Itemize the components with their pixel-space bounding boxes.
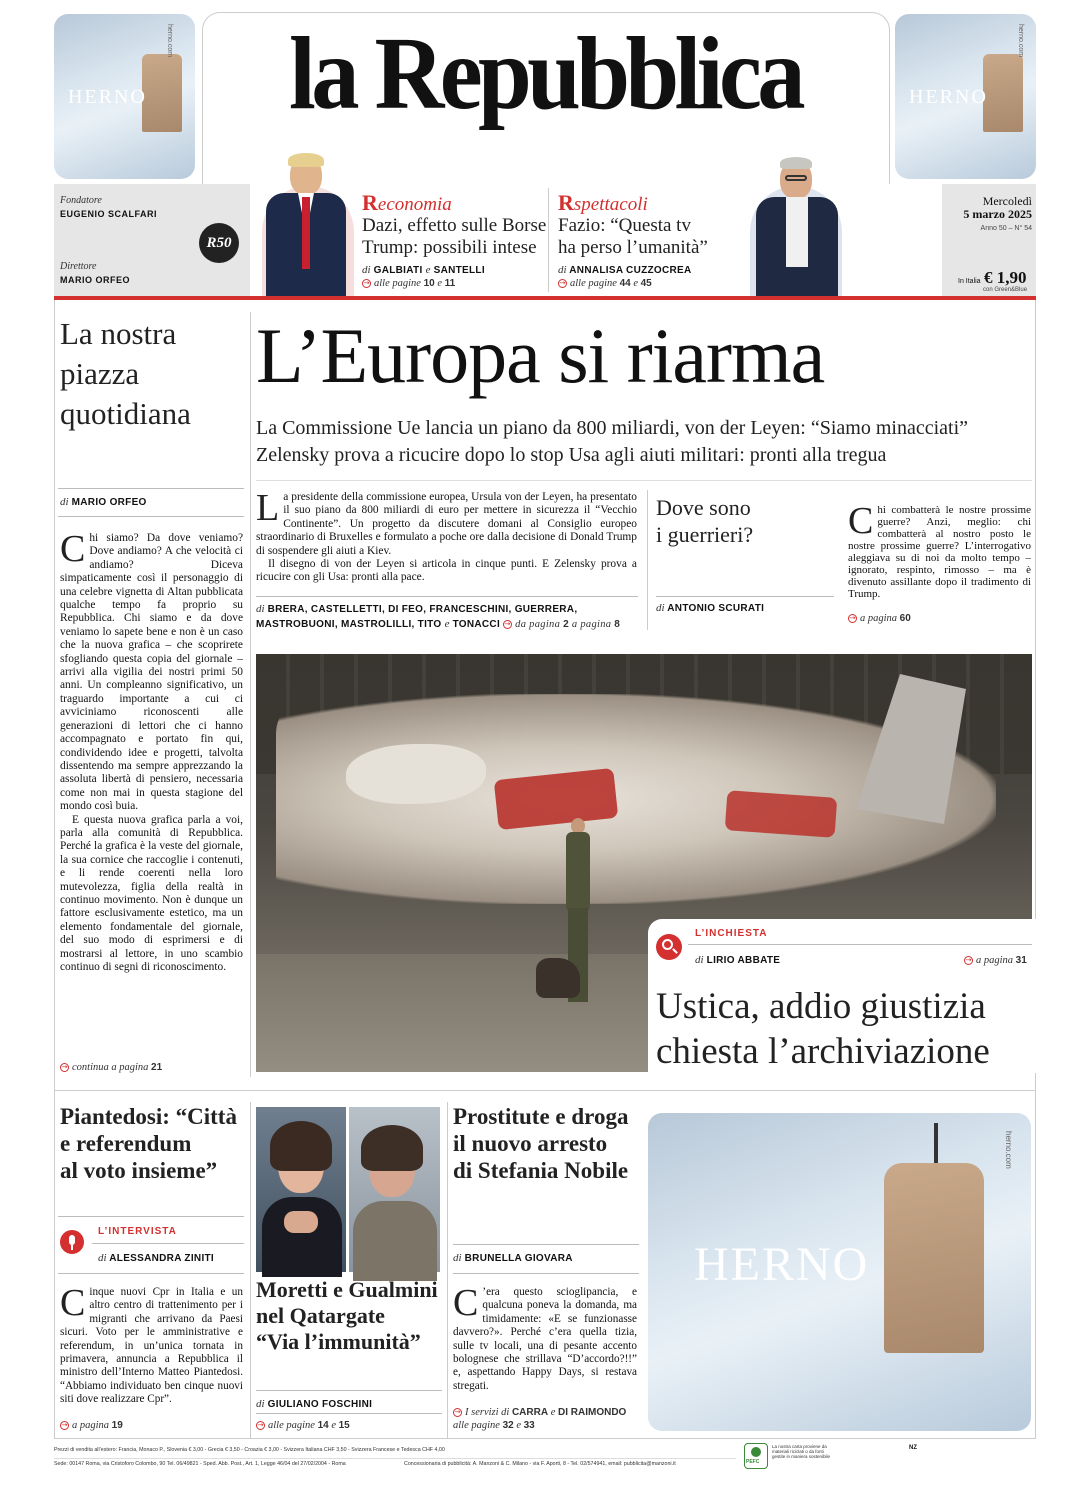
herno-ad-left[interactable] (54, 14, 195, 179)
issue-number: Anno 50 – N° 54 (980, 225, 1032, 232)
search-icon (656, 934, 682, 960)
piantedosi-ref[interactable]: → a pagina 19 (61, 1420, 123, 1431)
section-r: R (362, 190, 378, 215)
gualmini-photo[interactable] (349, 1107, 440, 1272)
teaser-spettacoli-headline-1[interactable]: Fazio: “Questa tv (558, 215, 691, 236)
editorial-headline[interactable]: La nostra piazza quotidiana (60, 316, 191, 431)
footer-code: NZ (909, 1445, 917, 1451)
editorial-ref[interactable]: → continua a pagina 21 (61, 1062, 163, 1073)
editorial-body: Chi siamo? Da dove veniamo? Dove andiamo? A che velocità ci andiamo? Diceva simpaticamente così il personaggio di una celebre vignetta di Altan pubblicata qualche tempo fa proprio su Repubblica. Chi siamo e da dove veniamo lo sapete bene e non è un caso che la nuova grafica – che scoprirete sfogliando questa copia del giornale – arrivi alla vigilia dei nostri primi 50 anni. Un compleanno significativo, un traguardo importante a cui ci avviciniamo riconoscenti alle generazioni di lettori che ci hanno accompagnato e portato fin qui, condividendo idee e progetti, talvolta dissentendo ma sempre apprezzando la assoluta libertà di pensiero, necessaria come non mai in questa stagione del mondo così buia. E questa nuova grafica parla a voi, parla alla comunità di Repubblica. Perché la grafica è la veste del giornale, la sua cornice che raccoglie i contenuti, e li rende coerenti nella loro mutevolezza, figlia della realtà in continuo movimento. Non è dunque un fattore esclusivamente estetico, ma un elemento fondamentale del giornale, del suo modo di esprimersi e di mostrarsi al lettore, in uno scambio continuo di segni di riconoscimento. (60, 528, 243, 973)
herno-ad-right[interactable] (895, 14, 1036, 179)
jacket-image (983, 54, 1023, 132)
teaser-economia-headline-2[interactable]: Trump: possibili intese (362, 237, 537, 258)
lead-byline: di BRERA, CASTELLETTI, DI FEO, FRANCESCHINI, GUERRERA, MASTROBUONI, MASTROLILLI, TITO e TONACCI → da pagina 2 a pagina 8 (256, 603, 621, 630)
ustica-kicker: L’INCHIESTA (695, 928, 768, 939)
arrow-icon: → (454, 1408, 461, 1417)
arrow-icon: → (61, 1063, 68, 1072)
arrow-icon: → (363, 279, 370, 288)
scurati-ref[interactable]: → a pagina 60 (849, 613, 911, 624)
footer-address: Sede: 00147 Roma, via Cristoforo Colombo, 90 Tel. 06/49821 - Sped. Abb. Post., Art. 1, Legge 46/04 del 27/02/2004 - Roma (54, 1461, 346, 1467)
section-label: spettacoli (573, 194, 648, 215)
dropcap: C (60, 1282, 86, 1324)
director-label: Direttore (60, 261, 97, 272)
nobile-services[interactable]: → I servizi di CARRA e DI RAIMONDO (454, 1407, 627, 1418)
scurati-body: Chi combatterà le nostre prossime guerre? Anzi, meglio: chi combatterà al nostro posto le nostre prossime guerre? L’interrogativo aleggiava su di noi da molto tempo – ignorato, respinto, rimosso – ma è divenuto assillante dopo il tradimento di Trump. (848, 500, 1031, 600)
herno-logo: HERNO (694, 1238, 870, 1291)
piantedosi-body: Cinque nuovi Cpr in Italia e un altro centro di trattenimento per i migranti che arrivano da Paesi sicuri. Voto per le amministrative e referendum, in un’unica tornata in primavera, annuncia a Repubblica il ministro dell’Interno Matteo Piantedosi. “Abbiamo individuato ben cinque nuovi siti dove realizzare Cpr”. (60, 1282, 243, 1406)
lead-body: La presidente della commissione europea, Ursula von der Leyen, ha presentato il suo piano da 800 miliardi di euro per mettere in sicurezza il “Vecchio Continente”. Un progetto da discutere domani al Consiglio europeo straordinario di Bruxelles e formulato a poche ore dalla decisione di Donald Trump di sospendere gli aiuti a Kiev. Il disegno di von der Leyen si articola in cinque punti. E Zelensky prova a ricucire con gli Usa: pronti alla pace. (256, 487, 637, 584)
teaser-spettacoli-byline: di ANNALISA CUZZOCREA (558, 264, 692, 276)
scurati-byline: di ANTONIO SCURATI (656, 602, 765, 614)
footer-recycle: La nostra carta proviene da materiali riciclati o da fonti gestite in maniera sostenibile (772, 1444, 831, 1460)
herno-site: herno.com (166, 24, 173, 58)
qatargate-ref[interactable]: → alle pagine 14 e 15 (257, 1420, 350, 1431)
nobile-ref[interactable]: alle pagine 32 e 33 (453, 1420, 535, 1431)
qatargate-byline: di GIULIANO FOSCHINI (256, 1398, 373, 1410)
ustica-headline[interactable]: Ustica, addio giustizia chiesta l’archiviazione (656, 986, 990, 1072)
dropcap: C (453, 1282, 479, 1324)
editorial-byline: di MARIO ORFEO (60, 496, 147, 508)
director-name: MARIO ORFEO (60, 275, 130, 285)
herno-logo: HERNO (909, 86, 988, 108)
herno-ad-large[interactable] (648, 1113, 1031, 1431)
moretti-photo[interactable] (256, 1107, 346, 1272)
jacket-image (884, 1163, 984, 1353)
microphone-icon (60, 1230, 84, 1254)
frame-right (1035, 300, 1036, 1438)
lead-deck-1: La Commissione Ue lancia un piano da 800 miliardi, von der Leyen: “Siamo minacciati” (256, 417, 969, 439)
footer-prices: Prezzi di vendita all’estero: Francia, Monaco P., Slovenia € 3,00 - Grecia € 3,50 - Croazia € 3,00 - Svizzera Italiana CHF 3,50 - Svizzera Francese e Tedesca CHF 4,00 (54, 1447, 445, 1453)
piantedosi-headline[interactable]: Piantedosi: “Città e referendum al voto insieme” (60, 1104, 237, 1183)
price-value: € 1,90 (984, 268, 1027, 287)
teaser-economia-section[interactable] (362, 190, 452, 216)
nobile-headline[interactable]: Prostitute e droga il nuovo arresto di Stefania Nobile (453, 1104, 629, 1183)
masthead-title[interactable]: la Repubblica (289, 16, 801, 131)
lead-ref[interactable]: → da pagina 2 a pagina 8 (504, 619, 621, 630)
ustica-byline: di LIRIO ABBATE (695, 954, 781, 966)
founder-name: EUGENIO SCALFARI (60, 209, 158, 219)
price-note: con Green&Blue (983, 287, 1028, 293)
teaser-spettacoli-section[interactable] (558, 190, 648, 216)
dropcap: L (256, 487, 280, 529)
fazio-photo (752, 155, 842, 296)
arrow-icon: → (61, 1421, 68, 1430)
arrow-icon: → (849, 614, 856, 623)
qatargate-headline[interactable]: Moretti e Gualmini nel Qatargate “Via l’immunità” (256, 1277, 438, 1354)
date-day: 5 marzo 2025 (963, 207, 1032, 221)
teaser-economia-byline: di GALBIATI e SANTELLI (362, 264, 485, 276)
founder-label: Fondatore (60, 195, 102, 206)
nobile-body: C ’era questo scioglipancia, e qualcuna poneva la domanda, ma timidamente: «E se funzionasse davvero?». Perché c’era quella tizia, sulle tv locali, una di pesante accento bolognese che strillava “D’accordo?!!” e, aspettando Happy Days, si restava stregati. (453, 1282, 637, 1392)
price-label: In Italia (958, 278, 981, 285)
frame-left (54, 300, 55, 1438)
teaser-economia-headline-1[interactable]: Dazi, effetto sulle Borse (362, 215, 547, 236)
footer-advertising: Concessionaria di pubblicità: A. Manzoni & C. Milano - via F. Aporti, 8 - Tel. 02/574941, email: pubblicita@manzoni.it (404, 1461, 676, 1467)
photo-credit: ANSA (251, 1048, 258, 1062)
ustica-ref[interactable]: → a pagina 31 (965, 955, 1027, 966)
herno-site: herno.com (1004, 1131, 1013, 1169)
lead-deck-2: Zelensky prova a ricucire dopo lo stop Usa agli aiuti militari: pronti alla tregua (256, 444, 887, 466)
section-r: R (558, 190, 574, 215)
dropcap: C (60, 528, 86, 570)
jacket-image (142, 54, 182, 132)
dropcap: C (848, 500, 874, 542)
herno-logo: HERNO (68, 86, 147, 108)
herno-site: herno.com (1017, 24, 1024, 58)
arrow-icon: → (965, 956, 972, 965)
teaser-spettacoli-headline-2[interactable]: ha perso l’umanità” (558, 237, 708, 258)
trump-photo (258, 155, 354, 296)
arrow-icon: → (257, 1421, 264, 1430)
pefc-logo: PEFC (744, 1443, 768, 1469)
arrow-icon: → (559, 279, 566, 288)
lead-headline[interactable]: L’Europa si riarma (256, 312, 825, 399)
piantedosi-byline: di ALESSANDRA ZINITI (98, 1252, 215, 1264)
piantedosi-kicker: L’INTERVISTA (98, 1226, 177, 1237)
arrow-icon: → (504, 620, 511, 629)
anniversary-badge: R50 (199, 223, 239, 263)
teaser-spettacoli-ref[interactable]: → alle pagine 44 e 45 (559, 278, 652, 289)
teaser-economia-ref[interactable]: → alle pagine 10 e 11 (363, 278, 456, 289)
scurati-headline[interactable]: Dove sono i guerrieri? (656, 495, 754, 547)
nobile-byline: di BRUNELLA GIOVARA (453, 1252, 573, 1264)
masthead-red-rule (54, 296, 1036, 300)
section-label: economia (377, 194, 452, 215)
date-weekday: Mercoledì (982, 194, 1032, 208)
